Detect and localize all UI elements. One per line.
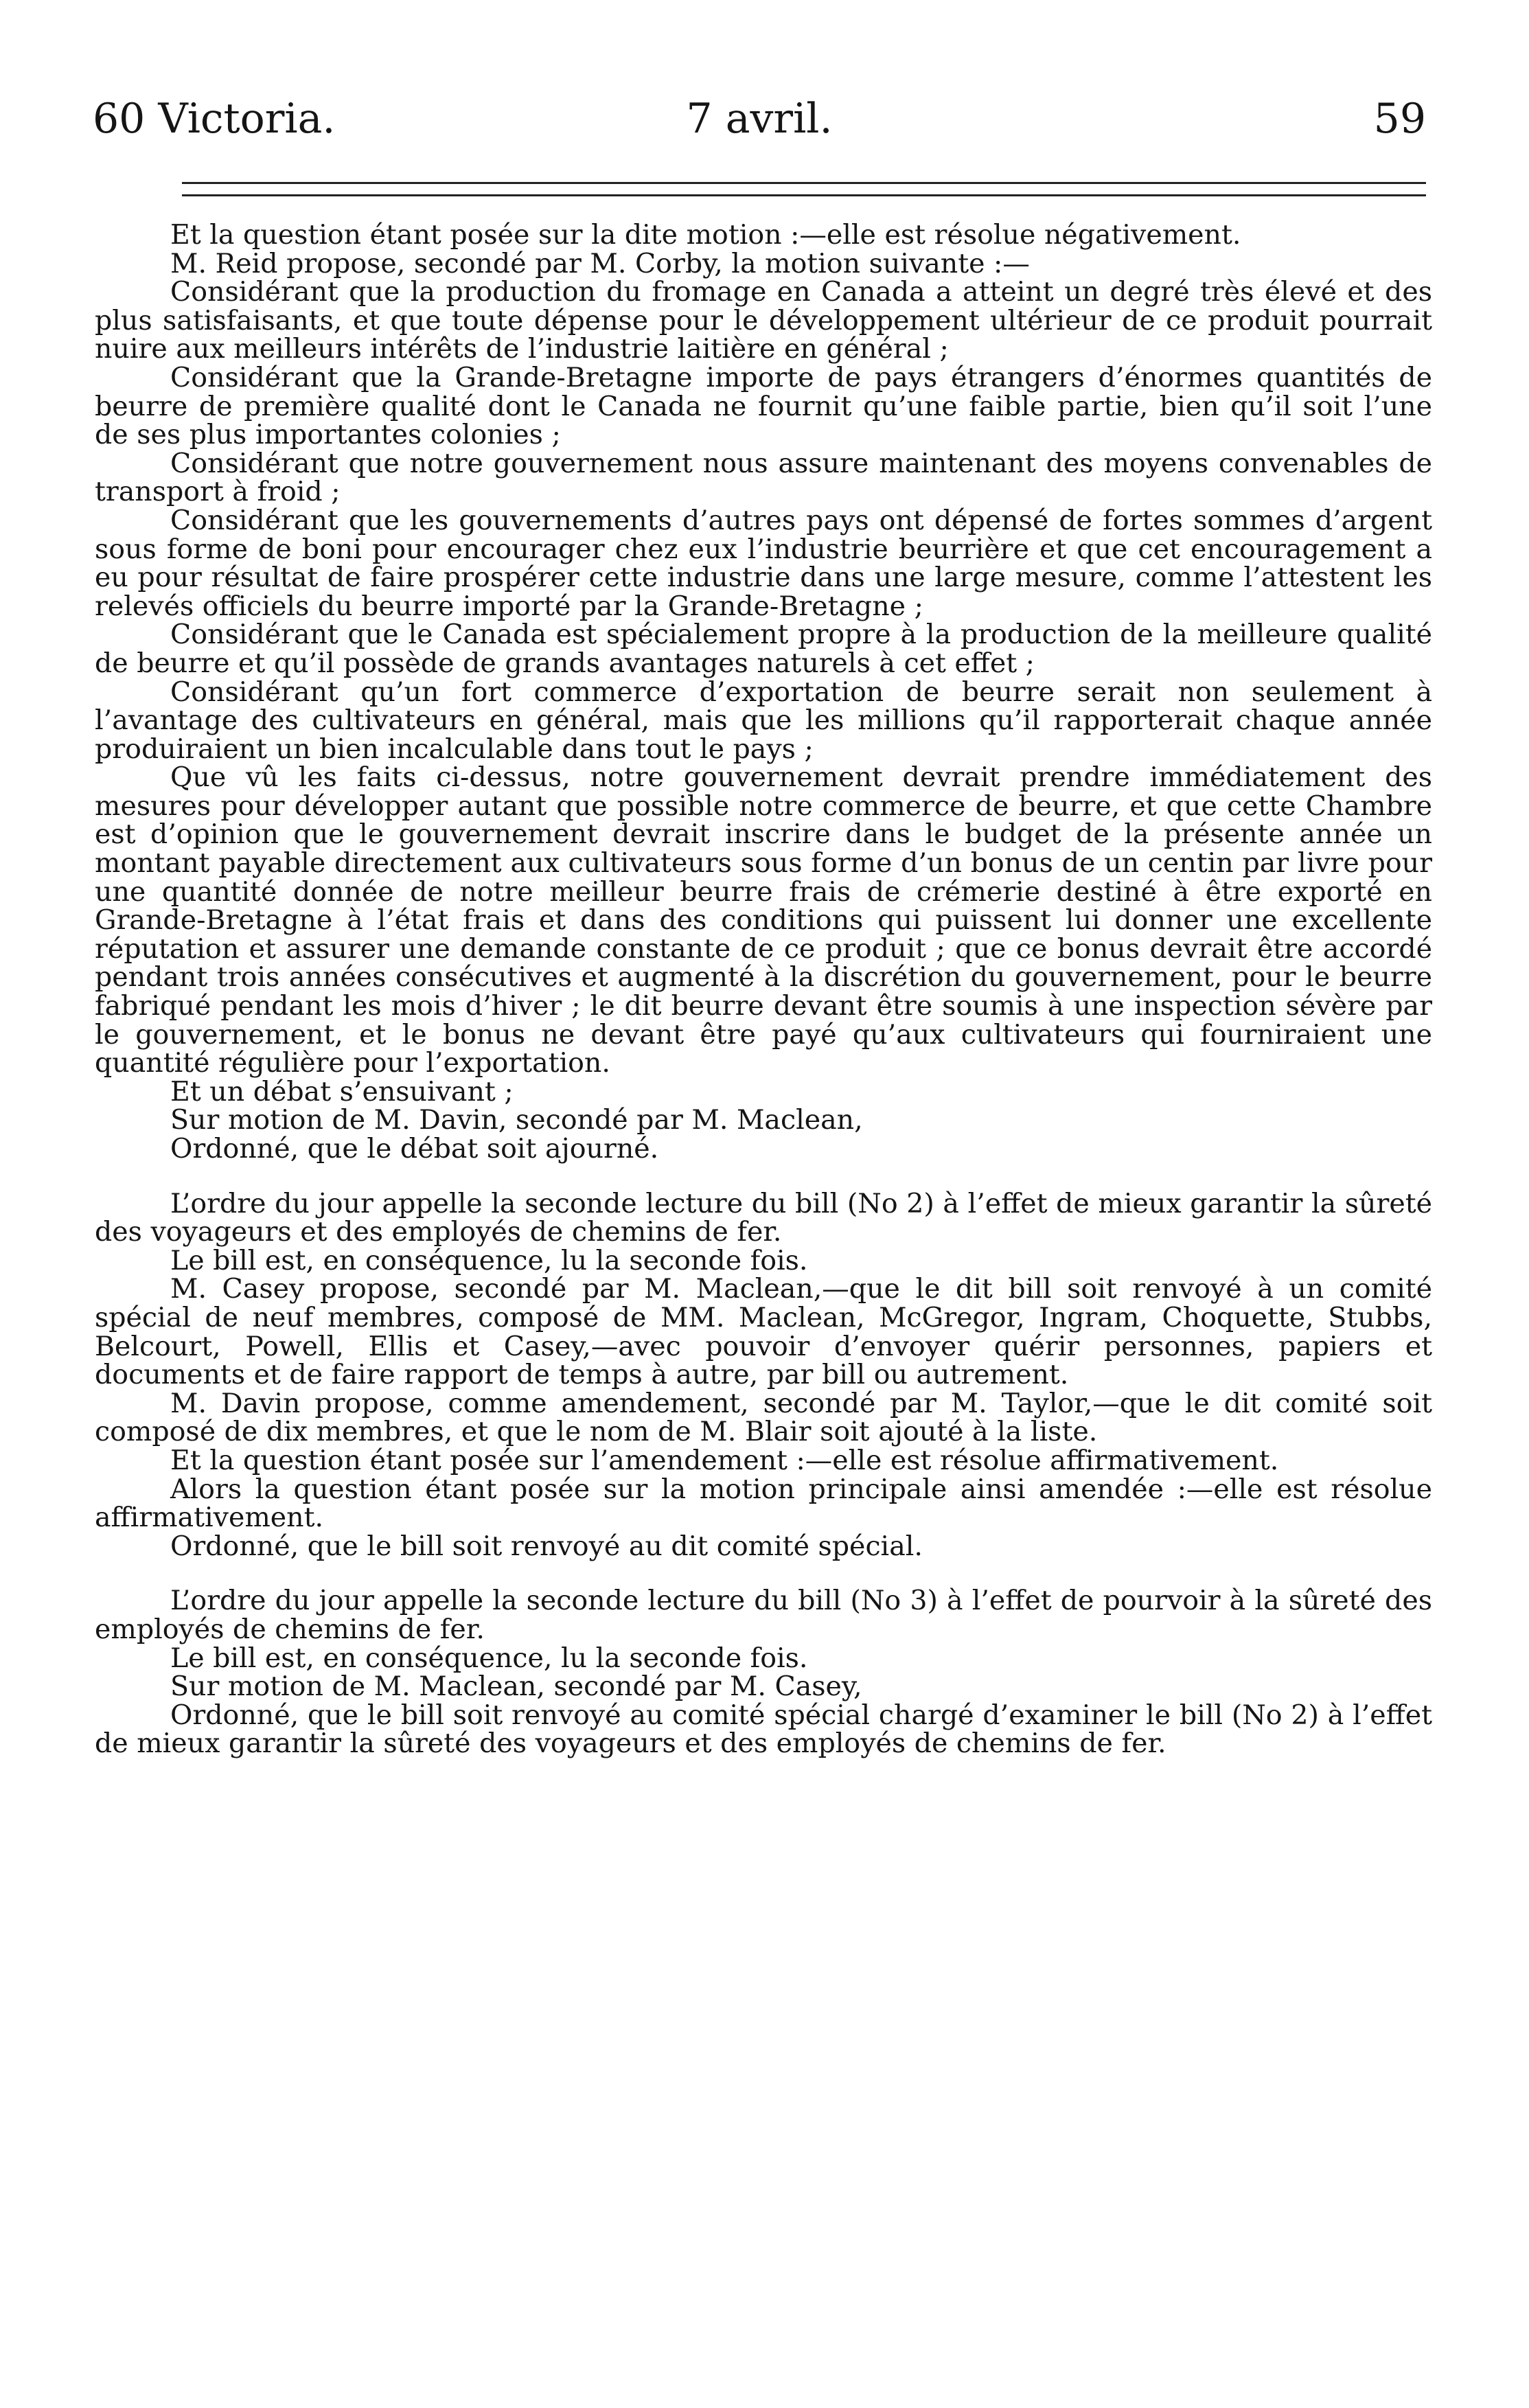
header-rule-bottom: [182, 194, 1426, 196]
header-rule-top: [182, 182, 1426, 184]
paragraph: Considérant que la Grande-Bretagne importe de pays étrangers d’énormes quantités de beurre de première qualité dont le Canada ne fournit qu’une faible partie, bien qu’il soit l’une de ses plus importantes colonies ;: [95, 361, 1432, 451]
paragraph: Sur motion de M. Davin, secondé par M. Maclean,: [170, 1104, 863, 1136]
paragraph: M. Davin propose, comme amendement, secondé par M. Taylor,—que le dit comité soit composé de dix membres, et que le nom de M. Blair soit ajouté à la liste.: [95, 1387, 1432, 1448]
paragraph: M. Casey propose, secondé par M. Maclean,—que le dit bill soit renvoyé à un comité spécial de neuf membres, composé de MM. Maclean, McGregor, Ingram, Choquette, Stubbs, Belcourt, Powell, Ellis et Casey,—avec pouvoir d’envoyer quérir personnes, papiers et documents et de faire rapport de temps à autre, par bill ou autrement.: [95, 1273, 1432, 1391]
paragraph: Alors la question étant posée sur la motion principale ainsi amendée :—elle est résolue affirmativement.: [95, 1473, 1432, 1534]
paragraph: Considérant que la production du fromage en Canada a atteint un degré très élevé et des plus satisfaisants, et que toute dépense pour le développement ultérieur de ce produit pourrait nuire aux meilleurs intérêts de l’industrie laitière en général ;: [95, 276, 1432, 365]
paragraph: Considérant que notre gouvernement nous assure maintenant des moyens convenables de transport à froid ;: [95, 447, 1432, 508]
paragraph: Ordonné, que le bill soit renvoyé au dit comité spécial.: [170, 1530, 923, 1562]
paragraph: Le bill est, en conséquence, lu la seconde fois.: [170, 1642, 808, 1674]
paragraph: Le bill est, en conséquence, lu la seconde fois.: [170, 1244, 808, 1276]
paragraph: Considérant qu’un fort commerce d’exportation de beurre serait non seulement à l’avantage des cultivateurs en général, mais que les millions qu’il rapporterait chaque année produiraient un bien incalculable dans tout le pays ;: [95, 676, 1432, 765]
page-number: 59: [1373, 95, 1426, 143]
paragraph: M. Reid propose, secondé par M. Corby, la motion suivante :—: [170, 247, 1030, 279]
paragraph: Sur motion de M. Maclean, secondé par M. Casey,: [170, 1671, 862, 1703]
paragraph: Considérant que les gouvernements d’autres pays ont dépensé de fortes sommes d’argent sous forme de boni pour encourager chez eux l’industrie beurrière et que cet encouragement a eu pour résultat de faire prospérer cette industrie dans une large mesure, comme l’attestent les relevés officiels du beurre importé par la Grande-Bretagne ;: [95, 504, 1432, 622]
date-label: 7 avril.: [686, 95, 833, 143]
paragraph: Ordonné, que le débat soit ajourné.: [170, 1133, 659, 1165]
paragraph: Et la question étant posée sur l’amendement :—elle est résolue affirmativement.: [170, 1444, 1279, 1476]
paragraph: L’ordre du jour appelle la seconde lecture du bill (No 3) à l’effet de pourvoir à la sûreté des employés de chemins de fer.: [95, 1585, 1432, 1645]
running-header: [93, 95, 1426, 143]
paragraph: Considérant que le Canada est spécialement propre à la production de la meilleure qualité de beurre et qu’il possède de grands avantages naturels à cet effet ;: [95, 619, 1432, 679]
paragraph: Que vû les faits ci-dessus, notre gouvernement devrait prendre immédiatement des mesures pour développer autant que possible notre commerce de beurre, et que cette Chambre est d’opinion que le gouvernement devrait inscrire dans le budget de la présente année un montant payable directement aux cultivateurs sous forme d’un bonus de un centin par livre pour une quantité donnée de notre meilleur beurre frais de crémerie destiné à être exporté en Grande-Bretagne à l’état frais et dans des conditions qui puissent lui donner une excellente réputation et assurer une demande constante de ce produit ; que ce bonus devrait être accordé pendant trois années consécutives et augmenté à la discrétion du gouvernement, pour le beurre fabriqué pendant les mois d’hiver ; le dit beurre devant être soumis à une inspection sévère par le gouvernement, et le bonus ne devant être payé qu’aux cultivateurs qui fourniraient une quantité régulière pour l’exportation.: [95, 761, 1432, 1079]
paragraph: Et un débat s’ensuivant ;: [170, 1075, 514, 1108]
session-label: 60 Victoria.: [93, 95, 336, 143]
journal-body: [95, 221, 1432, 1758]
paragraph: Ordonné, que le bill soit renvoyé au comité spécial chargé d’examiner le bill (No 2) à l’effet de mieux garantir la sûreté des voyageurs et des employés de chemins de fer.: [95, 1699, 1432, 1760]
paragraph: Et la question étant posée sur la dite motion :—elle est résolue négativement.: [170, 219, 1241, 251]
paragraph: L’ordre du jour appelle la seconde lecture du bill (No 2) à l’effet de mieux garantir la sûreté des voyageurs et des employés de chemins de fer.: [95, 1187, 1432, 1248]
